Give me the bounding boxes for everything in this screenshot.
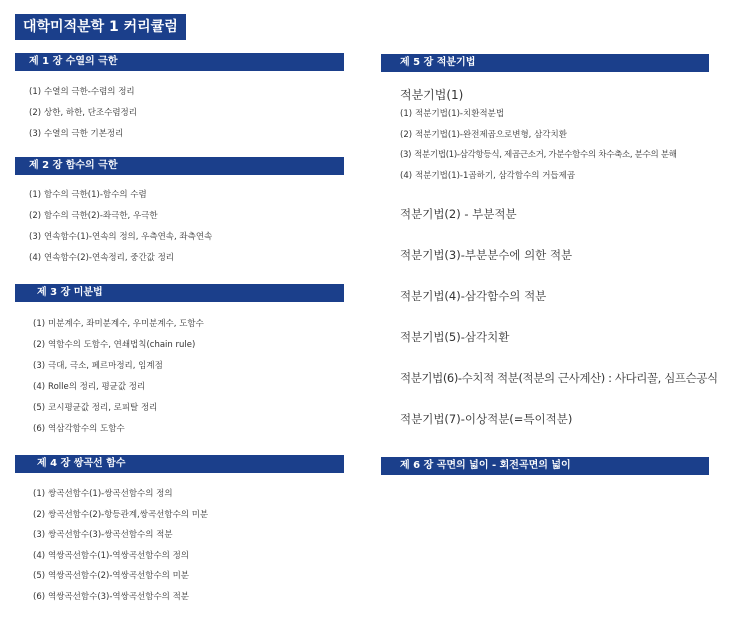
list-item: (2) 적분기법(1)-완전제곱으로변형, 삼각치환 <box>400 129 567 140</box>
list-item: (3) 극대, 극소, 페르마정리, 임계점 <box>33 361 163 371</box>
list-item: (5) 코시평균값 정리, 로피탈 정리 <box>33 403 158 413</box>
chapter-4-list <box>33 484 208 607</box>
list-item: (4) 역쌍곡선함수(1)-역쌍곡선함수의 정의 <box>33 550 190 561</box>
topic-item: 적분기법(7)-이상적분(=특이적분) <box>400 412 573 426</box>
list-item: (3) 쌍곡선함수(3)-쌍곡선함수의 적분 <box>33 530 173 540</box>
chapter-5-heading: 적분기법(1) <box>400 88 464 102</box>
topic-item: 적분기법(5)-삼각치환 <box>400 330 510 344</box>
list-item: (6) 역삼각함수의 도함수 <box>33 424 125 434</box>
list-item: (1) 수열의 극한-수렴의 정리 <box>29 87 135 97</box>
chapter-4-header: 제 4 장 쌍곡선 함수 <box>15 455 344 473</box>
list-item: (3) 연속함수(1)-연속의 정의, 우측연속, 좌측연속 <box>29 232 213 242</box>
list-item: (4) 연속함수(2)-연속정리, 중간값 정리 <box>29 253 175 263</box>
list-item: (5) 역쌍곡선함수(2)-역쌍곡선함수의 미분 <box>33 571 190 581</box>
topic-item: 적분기법(2) - 부분적분 <box>400 207 517 221</box>
chapter-2-header: 제 2 장 함수의 극한 <box>15 157 344 175</box>
topic-item: 적분기법(3)-부분분수에 의한 적분 <box>400 248 573 262</box>
chapter-5-list <box>400 104 677 186</box>
chapter-3-header: 제 3 장 미분법 <box>15 284 344 302</box>
chapter-1-list <box>29 82 137 145</box>
list-item: (3) 적분기법(1)-삼각항등식, 제곱근소거, 가분수함수의 차수축소, 분수의 분해 <box>400 150 677 160</box>
list-item: (6) 역쌍곡선함수(3)-역쌍곡선함수의 적분 <box>33 591 190 602</box>
list-item: (2) 함수의 극한(2)-좌극한, 우극한 <box>29 211 158 221</box>
chapter-1-header: 제 1 장 수열의 극한 <box>15 53 344 71</box>
topic-item: 적분기법(6)-수치적 적분(적분의 근사계산) : 사다리꼴, 심프슨공식 <box>400 371 718 385</box>
topic-item: 적분기법(4)-삼각함수의 적분 <box>400 289 547 303</box>
list-item: (4) 적분기법(1)-1곱하기, 삼각함수의 거듭제곱 <box>400 170 576 181</box>
chapter-2-list <box>29 185 212 269</box>
chapter-3-list <box>33 314 204 440</box>
page-title: 대학미적분학 1 커리큘럼 <box>15 14 186 40</box>
list-item: (1) 미분계수, 좌미분계수, 우미분계수, 도함수 <box>33 319 204 329</box>
list-item: (1) 쌍곡선함수(1)-쌍곡선함수의 정의 <box>33 489 173 499</box>
chapter-5-topics <box>400 199 718 445</box>
list-item: (2) 역함수의 도함수, 연쇄법칙(chain rule) <box>33 340 196 350</box>
list-item: (2) 상한, 하한, 단조수렴정리 <box>29 108 137 118</box>
list-item: (3) 수열의 극한 기본정리 <box>29 129 124 139</box>
chapter-5-header: 제 5 장 적분기법 <box>381 54 709 72</box>
list-item: (1) 함수의 극한(1)-함수의 수렴 <box>29 190 147 200</box>
list-item: (2) 쌍곡선함수(2)-항등관계,쌍곡선함수의 미분 <box>33 509 209 520</box>
list-item: (1) 적분기법(1)-치환적분법 <box>400 109 505 119</box>
list-item: (4) Rolle의 정리, 평균값 정리 <box>33 382 146 392</box>
chapter-6-header: 제 6 장 곡면의 넓이 - 회전곡면의 넓이 <box>381 457 709 475</box>
